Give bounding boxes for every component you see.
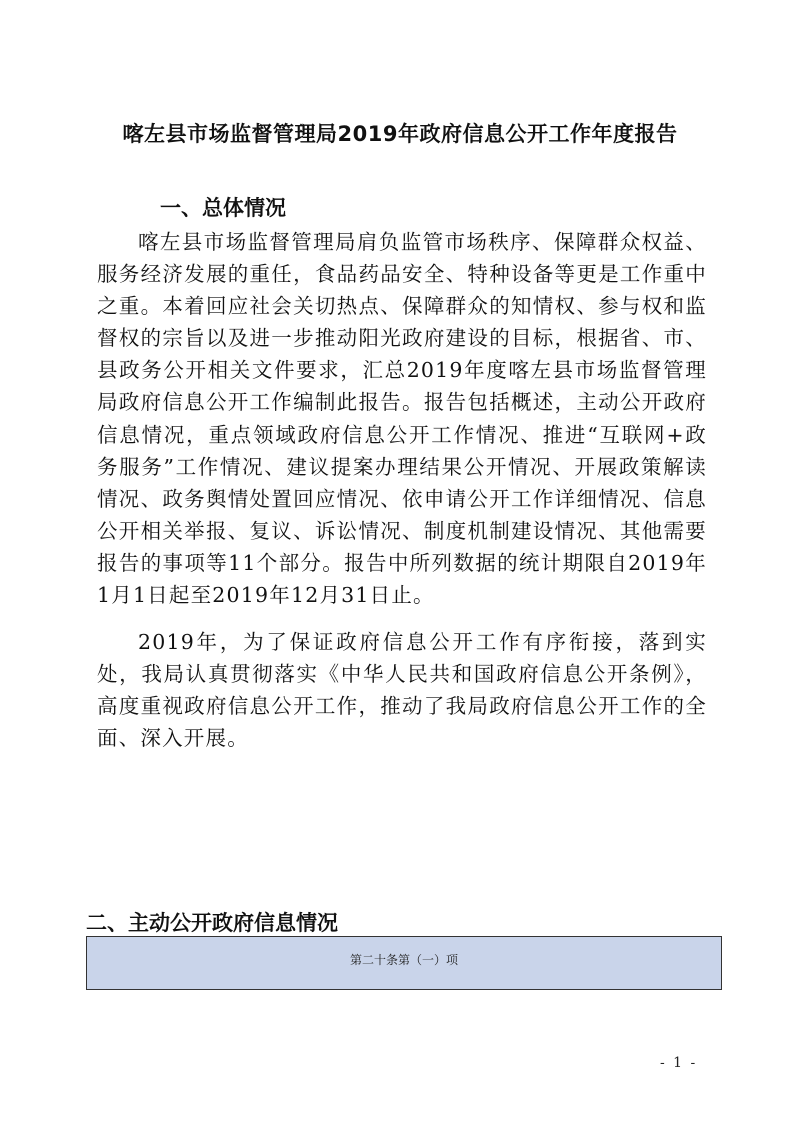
paragraph-2019-work: 2019年，为了保证政府信息公开工作有序衔接，落到实处，我局认真贯彻落实《中华人民共和国政府信息公开条例》，高度重视政府信息公开工作，推动了我局政府信息公开工作的全面、深入开展。: [97, 630, 707, 751]
disclosure-table: [86, 936, 722, 990]
section-heading-overview: 一、总体情况: [160, 196, 286, 220]
paragraph-overview: 喀左县市场监督管理局肩负监管市场秩序、保障群众权益、服务经济发展的重任，食品药品安全、特种设备等更是工作重中之重。本着回应社会关切热点、保障群众的知情权、参与权和监督权的宗旨以及进一步推动阳光政府建设的目标，根据省、市、县政务公开相关文件要求，汇总2019年度喀左县市场监督管理局政府信息公开工作编制此报告。报告包括概述，主动公开政府信息情况，重点领域政府信息公开工作情况、推进“互联网+政务服务”工作情况、建议提案办理结果公开情况、开展政策解读情况、政务舆情处置回应情况、依申请公开工作详细情况、信息公开相关举报、复议、诉讼情况、制度机制建设情况、其他需要报告的事项等11个部分。报告中所列数据的统计期限自2019年1月1日起至2019年12月31日止。: [97, 230, 707, 608]
section-heading-proactive-disclosure: 二、主动公开政府信息情况: [86, 911, 338, 935]
page-title: 喀左县市场监督管理局2019年政府信息公开工作年度报告: [122, 122, 678, 146]
table-header-cell: 第二十条第（一）项: [349, 953, 458, 967]
page-number: - 1 -: [660, 1055, 698, 1071]
